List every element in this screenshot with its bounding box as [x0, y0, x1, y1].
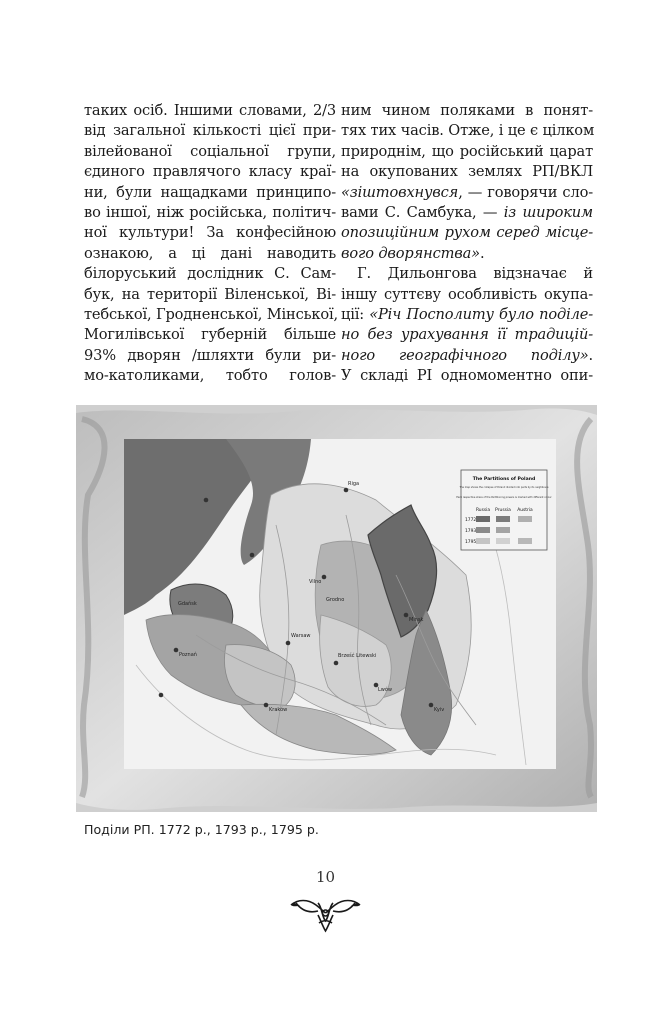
- text-line: природнім, що російський царат: [341, 142, 593, 160]
- map-label: Warsaw: [291, 633, 311, 639]
- text-line: вами С. Самбука, — із широким: [341, 203, 593, 221]
- map-label: Kyiv: [434, 707, 445, 713]
- map-label: Brześć Litewski: [338, 653, 377, 659]
- text-line: ного географічного поділу».: [341, 346, 593, 364]
- city-dot: [250, 553, 255, 558]
- legend-swatch: [496, 527, 510, 533]
- page-number: 10: [315, 868, 336, 886]
- city-dot: [334, 661, 339, 666]
- text-line: мо-католиками, тобто голов-: [84, 367, 336, 385]
- city-dot: [204, 498, 209, 503]
- text-line: ознакою, а ці дані наводить: [84, 244, 336, 262]
- city-dot: [286, 641, 291, 646]
- map-label: Grodno: [326, 597, 345, 603]
- legend-swatch: [496, 538, 510, 544]
- text-line: від загальної кількості цієї при-: [84, 122, 336, 140]
- legend-year: 1793: [465, 529, 477, 534]
- text-line: ції: «Річ Посполиту було поділе-: [341, 305, 593, 323]
- legend-column: Russia: [475, 508, 491, 513]
- map-label: Lwów: [378, 687, 393, 693]
- text-line: тебської, Гродненської, Мінської,: [84, 305, 339, 323]
- text-line: Г. Дильонгова відзначає й: [357, 265, 593, 283]
- text-line: білоруський дослідник С. Сам-: [84, 265, 336, 283]
- text-line: ним чином поляками в понят-: [341, 102, 593, 119]
- map-legend: [456, 470, 551, 550]
- text-line: бук, на території Віленської, Ві-: [84, 285, 336, 303]
- map-label: Minsk: [409, 617, 424, 623]
- legend-year: 1772: [465, 518, 477, 523]
- text-line: «зіштовхнувся, — говорячи сло-: [341, 183, 593, 201]
- figure-caption: Поділи РП. 1772 р., 1793 р., 1795 р.: [84, 822, 319, 837]
- legend-column: Austria: [517, 508, 533, 513]
- legend-note: Each respective share of the Partitioning powers is marked with different colour: [456, 496, 552, 499]
- legend-swatch: [496, 516, 510, 522]
- text-line: тях тих часів. Отже, і це є цілком: [341, 122, 595, 140]
- text-line: іншу суттєву особливість окупа-: [341, 285, 593, 303]
- text-line: но без урахування її традицій-: [341, 326, 593, 344]
- map-label: Riga: [348, 481, 360, 487]
- partitions-map: [76, 405, 597, 812]
- legend-subtitle: The map shows the collapse of Poland divided into parts by its neighbours: [459, 486, 549, 489]
- text-line: У складі РІ одномоментно опи-: [341, 367, 593, 385]
- text-line: во іншої, ніж російська, політич-: [84, 203, 336, 221]
- text-line: вілейованої соціальної групи,: [84, 142, 336, 160]
- legend-swatch: [476, 516, 490, 522]
- text-line: 93% дворян /шляхти були ри-: [84, 346, 336, 364]
- city-dot: [344, 488, 349, 493]
- city-dot: [264, 703, 269, 708]
- map-label: Poznań: [179, 652, 197, 658]
- map-label: Vilno: [309, 579, 322, 585]
- legend-swatch: [476, 538, 490, 544]
- city-dot: [159, 693, 164, 698]
- ornament-icon: [288, 893, 363, 935]
- map-label: Gdańsk: [178, 601, 197, 607]
- map-label: Kraków: [269, 707, 288, 713]
- text-line: на окупованих землях РП/ВКЛ: [341, 163, 593, 181]
- text-line: таких осіб. Іншими словами, 2/3: [84, 102, 336, 119]
- legend-swatch: [476, 527, 490, 533]
- city-dot: [322, 575, 327, 580]
- text-column-right: [341, 101, 593, 386]
- text-line: вого дворянства».: [341, 244, 485, 262]
- city-dot: [174, 648, 179, 653]
- text-line: опозиційним рухом серед місце-: [341, 224, 593, 242]
- text-line: ної культури! За конфесійною: [84, 224, 336, 242]
- text-line: Могилівської губерній більше: [84, 326, 336, 344]
- text-line: ни, були нащадками принципо-: [84, 183, 336, 201]
- city-dot: [429, 703, 434, 708]
- text-line: єдиного правлячого класу краї-: [84, 163, 336, 181]
- legend-swatch: [518, 538, 532, 544]
- partitions-map-figure: [76, 405, 597, 812]
- text-column-left: [84, 101, 339, 386]
- legend-column: Prussia: [495, 508, 511, 513]
- legend-swatch: [518, 516, 532, 522]
- city-dot: [404, 613, 409, 618]
- legend-year: 1795: [465, 540, 477, 545]
- legend-title: The Partitions of Poland: [472, 477, 536, 482]
